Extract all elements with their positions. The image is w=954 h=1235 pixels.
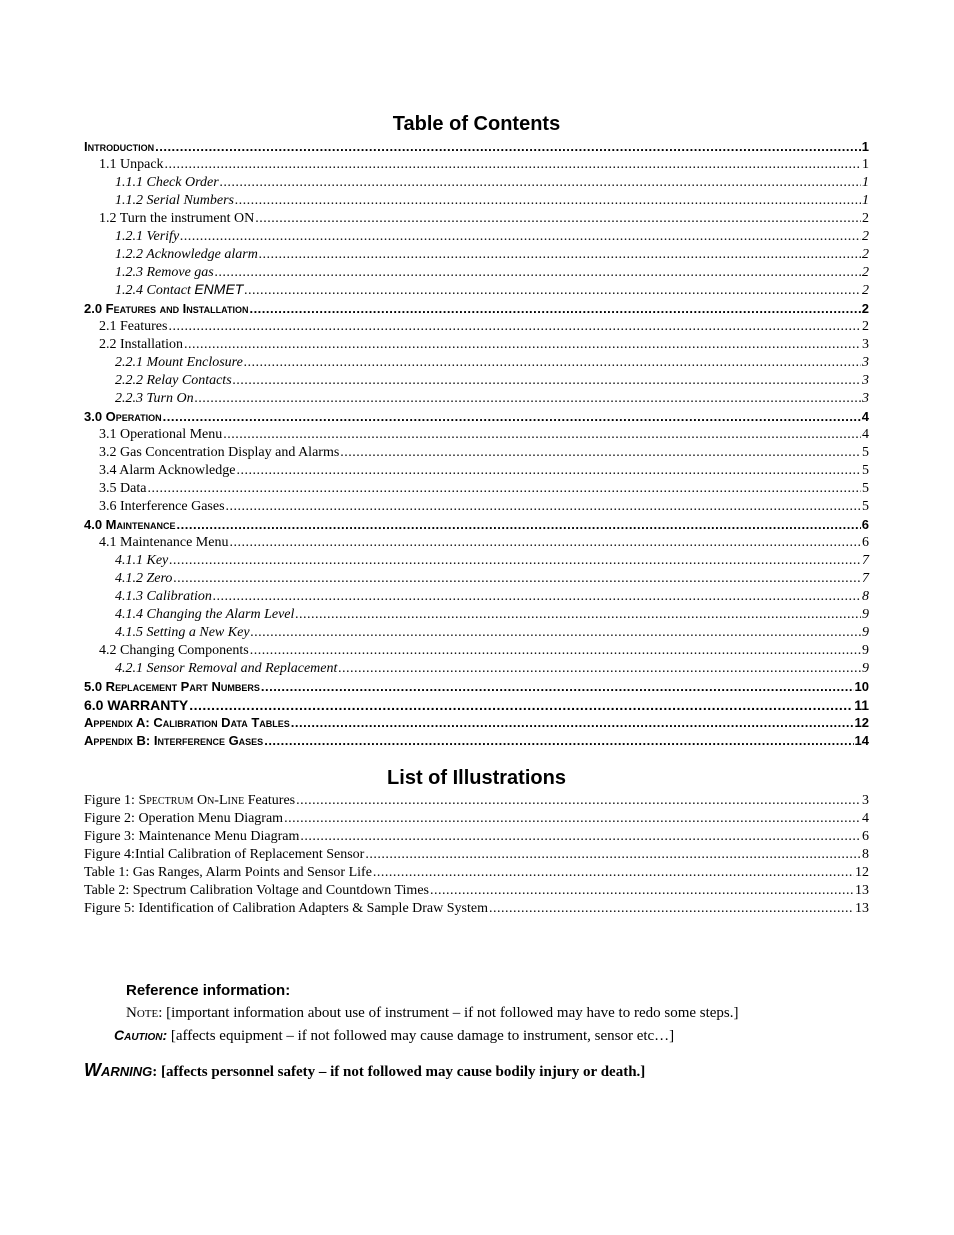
illustration-entry[interactable]: Figure 1: Spectrum On-Line Features ..... 3	[84, 792, 869, 810]
toc-entry[interactable]: 4.1.3 Calibration ..... 8	[84, 588, 869, 606]
note-line	[126, 1005, 954, 1022]
toc-entry[interactable]: 4.1.5 Setting a New Key ..... 9	[84, 624, 869, 642]
toc-entry[interactable]: 3.2 Gas Concentration Display and Alarms ..... 5	[84, 444, 869, 462]
toc-entry[interactable]: 3.4 Alarm Acknowledge ..... 5	[84, 462, 869, 480]
toc-entry[interactable]: 4.0 Maintenance ..... 6	[84, 516, 869, 534]
toc-entry[interactable]: 3.0 Operation ..... 4	[84, 408, 869, 426]
illustration-entry[interactable]: Figure 4:Intial Calibration of Replacement Sensor ..... 8	[84, 846, 869, 864]
toc-entry[interactable]: 3.5 Data ..... 5	[84, 480, 869, 498]
product-name: Spectrum On-Line	[138, 793, 245, 808]
toc-entry[interactable]: 4.2.1 Sensor Removal and Replacement ..... 9	[84, 660, 869, 678]
note-text: : [important information about use of instrument – if not followed may have to redo some steps.]	[158, 1005, 739, 1021]
toc-entry[interactable]: Appendix A: Calibration Data Tables ..... 12	[84, 714, 869, 732]
toc-entry[interactable]: 1.1 Unpack ..... 1	[84, 156, 869, 174]
toc-entry[interactable]: 4.1.4 Changing the Alarm Level ..... 9	[84, 606, 869, 624]
caution-text: [affects equipment – if not followed may cause damage to instrument, sensor etc…]	[167, 1028, 675, 1044]
toc-entry[interactable]: 6.0 WARRANTY ..... 11	[84, 696, 869, 714]
illustrations-list	[84, 792, 869, 918]
toc-entry[interactable]: 4.2 Changing Components ..... 9	[84, 642, 869, 660]
toc-list	[84, 138, 869, 750]
toc-entry[interactable]: 4.1.2 Zero ..... 7	[84, 570, 869, 588]
toc-title: Table of Contents	[392, 113, 561, 135]
toc-entry[interactable]: 1.2.2 Acknowledge alarm ..... 2	[84, 246, 869, 264]
illustration-entry[interactable]: Table 1: Gas Ranges, Alarm Points and Sensor Life ..... 12	[84, 864, 869, 882]
toc-entry[interactable]: 2.2.2 Relay Contacts ..... 3	[84, 372, 869, 390]
toc-entry[interactable]: 2.2.3 Turn On ..... 3	[84, 390, 869, 408]
reference-heading: Reference information:	[126, 982, 291, 999]
toc-entry[interactable]: Appendix B: Interference Gases ..... 14	[84, 732, 869, 750]
toc-entry[interactable]: 2.2 Installation ..... 3	[84, 336, 869, 354]
toc-entry[interactable]: 1.1.2 Serial Numbers ..... 1	[84, 192, 869, 210]
illustration-entry[interactable]: Figure 2: Operation Menu Diagram ..... 4	[84, 810, 869, 828]
note-label: Note	[126, 1005, 159, 1021]
toc-entry[interactable]: 5.0 Replacement Part Numbers ..... 10	[84, 678, 869, 696]
warning-text: : [affects personnel safety – if not followed may cause bodily injury or death.]	[152, 1064, 646, 1080]
toc-entry[interactable]: 1.2.1 Verify ..... 2	[84, 228, 869, 246]
warning-line	[84, 1060, 954, 1081]
illustration-entry[interactable]: Figure 3: Maintenance Menu Diagram ..... 6	[84, 828, 869, 846]
illustration-entry[interactable]: Table 2: Spectrum Calibration Voltage and Countdown Times ..... 13	[84, 882, 869, 900]
toc-entry[interactable]: 3.1 Operational Menu ..... 4	[84, 426, 869, 444]
toc-entry[interactable]: 2.0 Features and Installation ..... 2	[84, 300, 869, 318]
toc-entry[interactable]: 1.2.3 Remove gas ..... 2	[84, 264, 869, 282]
toc-entry[interactable]: 1.2.4 Contact ENMET ..... 2	[84, 282, 869, 300]
toc-entry[interactable]: 2.1 Features ..... 2	[84, 318, 869, 336]
warning-label: Warning	[84, 1060, 153, 1080]
toc-entry[interactable]: 1.1.1 Check Order ..... 1	[84, 174, 869, 192]
toc-entry[interactable]: Introduction ..... 1	[84, 138, 869, 156]
caution-line	[114, 1027, 954, 1045]
brand-name: ENMET	[194, 281, 244, 297]
illustrations-title: List of Illustrations	[387, 767, 566, 789]
toc-entry[interactable]: 4.1.1 Key ..... 7	[84, 552, 869, 570]
caution-label: Caution:	[114, 1027, 168, 1043]
illustration-entry[interactable]: Figure 5: Identification of Calibration Adapters & Sample Draw System ..... 13	[84, 900, 869, 918]
document-page	[84, 110, 869, 918]
toc-entry[interactable]: 3.6 Interference Gases ..... 5	[84, 498, 869, 516]
toc-entry[interactable]: 4.1 Maintenance Menu ..... 6	[84, 534, 869, 552]
toc-entry[interactable]: 1.2 Turn the instrument ON ..... 2	[84, 210, 869, 228]
toc-entry[interactable]: 2.2.1 Mount Enclosure ..... 3	[84, 354, 869, 372]
